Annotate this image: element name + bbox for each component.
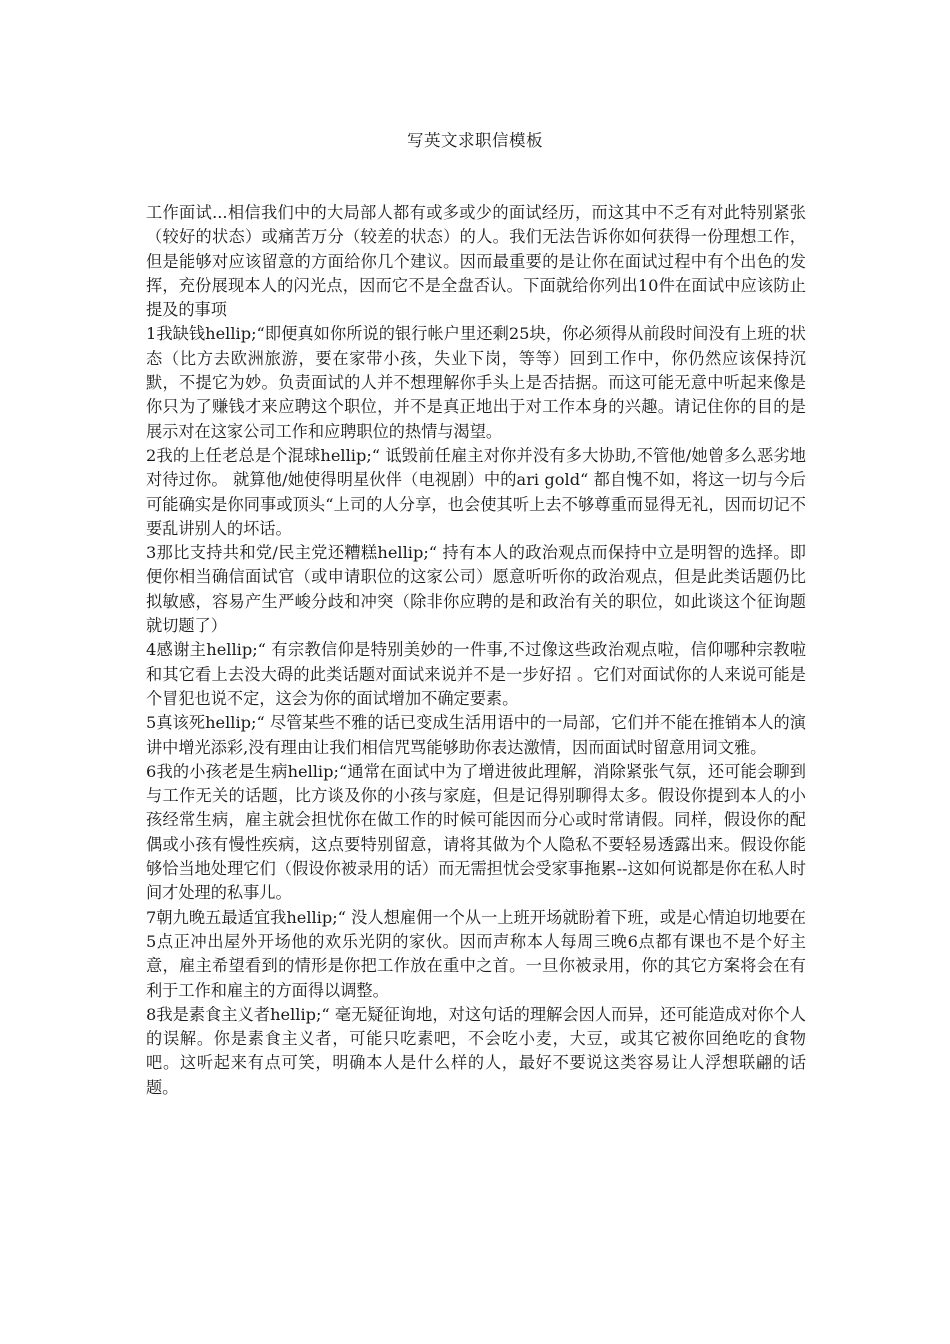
paragraph-intro: 工作面试...相信我们中的大局部人都有或多或少的面试经历，而这其中不乏有对此特别紧张（较好的状态）或痛苦万分（较差的状态）的人。我们无法告诉你如何获得一份理想工作，但是能够对应该留意的方面给你几个建议。因而最重要的是让你在面试过程中有个出色的发挥，充份展现本人的闪光点，因而它不是全盘否认。下面就给你列出10件在面试中应该防止提及的事项: [146, 203, 806, 320]
document-title: 写英文求职信模板: [407, 131, 543, 150]
paragraph-item-4: 4感谢主hellip;“ 有宗教信仰是特别美妙的一件事,不过像这些政治观点啦，信仰哪种宗教啦和其它看上去没大碍的此类话题对面试来说并不是一步好招 。它们对面试你的人来说可能是个冒犯也说不定，这会为你的面试增加不确定要素。: [146, 640, 806, 708]
paragraph-item-3: 3那比支持共和党/民主党还糟糕hellip;“ 持有本人的政治观点而保持中立是明智的选择。即便你相当确信面试官（或申请职位的这家公司）愿意听听你的政治观点，但是此类话题仍比拟敏感，容易产生严峻分歧和冲突（除非你应聘的是和政治有关的职位，如此谈这个征询题就切题了）: [146, 543, 806, 636]
paragraph-item-7: 7朝九晚五最适宜我hellip;“ 没人想雇佣一个从一上班开场就盼着下班，或是心情迫切地要在5点正冲出屋外开场他的欢乐光阴的家伙。因而声称本人每周三晚6点都有课也不是个好主意，雇主希望看到的情形是你把工作放在重中之首。一旦你被录用，你的其它方案将会在有利于工作和雇主的方面得以调整。: [146, 907, 806, 1000]
paragraph-item-8: 8我是素食主义者hellip;“ 毫无疑征询地，对这句话的理解会因人而异，还可能造成对你个人的误解。你是素食主义者，可能只吃素吧，不会吃小麦，大豆，或其它被你回绝吃的食物吧。这听起来有点可笑，明确本人是什么样的人，最好不要说这类容易让人浮想联翩的话题。: [146, 1004, 806, 1097]
paragraph-item-5: 5真该死hellip;“ 尽管某些不雅的话已变成生活用语中的一局部，它们并不能在推销本人的演讲中增光添彩,没有理由让我们相信咒骂能够助你表达激情，因而面试时留意用词文雅。: [146, 713, 806, 757]
paragraph-item-2: 2我的上任老总是个混球hellip;“ 诋毁前任雇主对你并没有多大协助,不管他/她曾多么恶劣地对待过你。 就算他/她使得明星伙伴（电视剧）中的ari gold“ 都自愧不如，将这一切与今后可能确实是你同事或顶头“上司的人分享，也会使其听上去不够尊重而显得无礼，因而切记不要乱讲别人的坏话。: [146, 445, 806, 538]
paragraph-item-1: 1我缺钱hellip;“即便真如你所说的银行帐户里还剩25块，你必须得从前段时间没有上班的状态（比方去欧洲旅游，要在家带小孩，失业下岗，等等）回到工作中，你仍然应该保持沉默，不提它为妙。负责面试的人并不想理解你手头上是否拮据。而这可能无意中听起来像是你只为了赚钱才来应聘这个职位，并不是真正地出于对工作本身的兴趣。请记住你的目的是展示对在这家公司工作和应聘职位的热情与渴望。: [146, 324, 806, 441]
document-body: [146, 201, 806, 1100]
paragraph-item-6: 6我的小孩老是生病hellip;“通常在面试中为了增进彼此理解，消除紧张气氛，还可能会聊到与工作无关的话题，比方谈及你的小孩与家庭，但是记得别聊得太多。假设你提到本人的小孩经常生病，雇主就会担忧你在做工作的时候可能因而分心或时常请假。同样，假设你的配偶或小孩有慢性疾病，这点要特别留意，请将其做为个人隐私不要轻易透露出来。假设你能够恰当地处理它们（假设你被录用的话）而无需担忧会受家事拖累--这如何说都是你在私人时间才处理的私事儿。: [146, 761, 806, 903]
